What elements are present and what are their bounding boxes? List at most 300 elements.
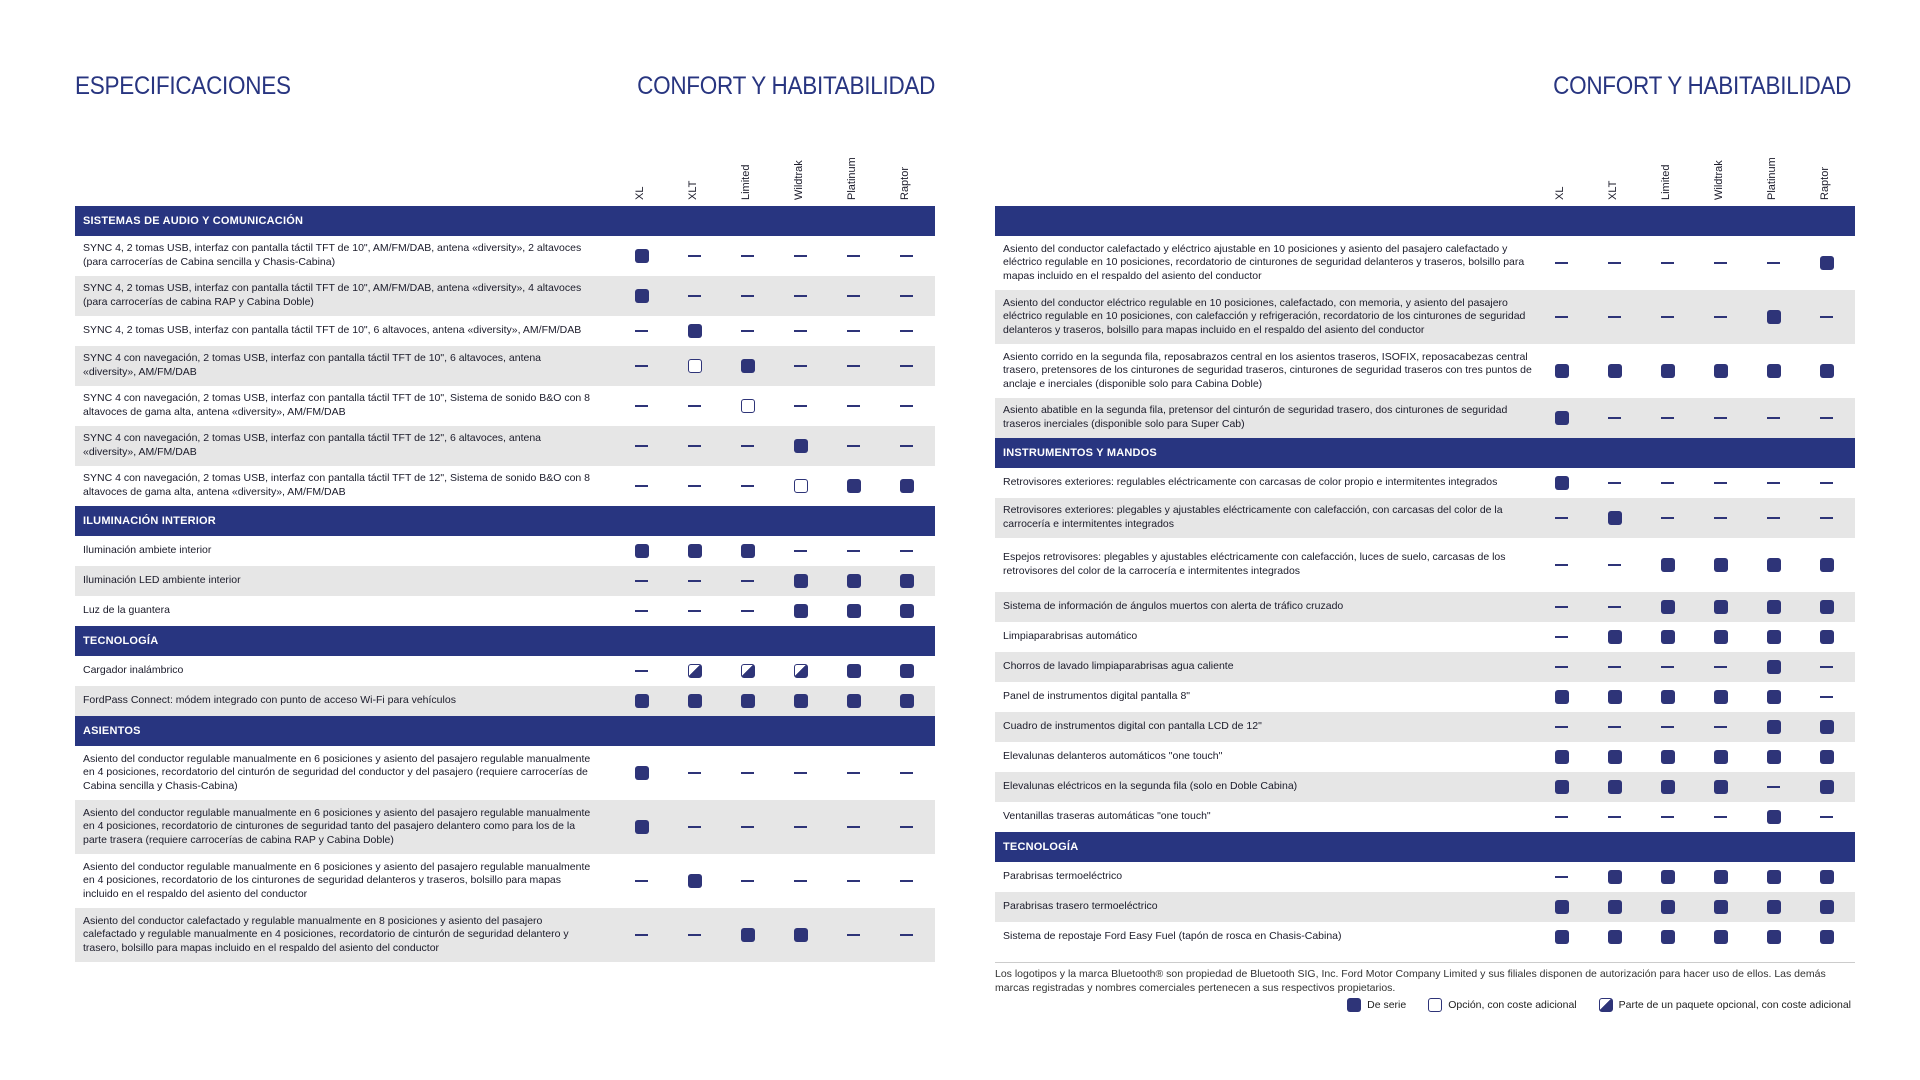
standard-marker-icon-wildtrak <box>794 439 808 453</box>
not-available-dash-icon-xl <box>635 670 648 672</box>
not-available-dash-icon-wildtrak <box>1714 816 1727 818</box>
standard-marker-icon-xl <box>1555 930 1569 944</box>
not-available-dash-icon-limited <box>741 772 754 774</box>
not-available-dash-icon-platinum <box>847 365 860 367</box>
standard-marker-icon-xlt <box>1608 780 1622 794</box>
standard-marker-icon-platinum <box>1767 310 1781 324</box>
standard-marker-icon-xl <box>1555 750 1569 764</box>
table-row <box>995 468 1855 498</box>
not-available-dash-icon-xlt <box>1608 726 1621 728</box>
standard-marker-icon-limited <box>741 359 755 373</box>
standard-marker-icon-xlt <box>1608 750 1622 764</box>
not-available-dash-icon-xlt <box>1608 606 1621 608</box>
trim-header-label: Limited <box>1660 164 1672 200</box>
feature-description: SYNC 4, 2 tomas USB, interfaz con pantalla táctil TFT de 10", 6 altavoces, antena «diversity», AM/FM/DAB <box>83 324 582 337</box>
standard-marker-icon-wildtrak <box>1714 750 1728 764</box>
standard-marker-icon-limited <box>1661 690 1675 704</box>
not-available-dash-icon-platinum <box>847 826 860 828</box>
feature-description: Iluminación ambiete interior <box>83 544 212 557</box>
standard-marker-icon-raptor <box>1820 558 1834 572</box>
not-available-dash-icon-wildtrak <box>794 330 807 332</box>
feature-description: Luz de la guantera <box>83 604 170 617</box>
table-row <box>995 922 1855 952</box>
not-available-dash-icon-raptor <box>900 255 913 257</box>
table-row <box>75 596 935 626</box>
standard-marker-icon-platinum <box>1767 558 1781 572</box>
legend-standard <box>1347 998 1406 1012</box>
not-available-dash-icon-raptor <box>1820 417 1833 419</box>
standard-marker-icon-raptor <box>1820 256 1834 270</box>
trim-header-label: XL <box>634 186 646 200</box>
not-available-dash-icon-platinum <box>1767 786 1780 788</box>
page-title-especificaciones: ESPECIFICACIONES <box>75 72 291 100</box>
not-available-dash-icon-xl <box>1555 876 1568 878</box>
table-row <box>75 566 935 596</box>
trim-column-headers <box>995 140 1855 206</box>
feature-description: FordPass Connect: módem integrado con punto de acceso Wi-Fi para vehículos <box>83 694 456 707</box>
standard-marker-icon-platinum <box>847 604 861 618</box>
feature-description: Elevalunas eléctricos en la segunda fila (solo en Doble Cabina) <box>1003 780 1298 793</box>
feature-description: Asiento del conductor eléctrico regulable en 10 posiciones, calefactado, con memoria, y asiento del pasajero eléctrico regulable en 10 posiciones, con calefacción y refrigeración, recordatorio de los cinturones de seguridad delanteros y traseros, bolsillo para mapas incluido en el respaldo del asiento del conductor <box>1003 296 1526 336</box>
not-available-dash-icon-raptor <box>900 295 913 297</box>
table-row <box>75 236 935 276</box>
trim-header-raptor <box>897 140 917 200</box>
standard-marker-icon-wildtrak <box>1714 558 1728 572</box>
standard-marker-icon-raptor <box>900 694 914 708</box>
standard-marker-icon-raptor <box>1820 720 1834 734</box>
not-available-dash-icon-raptor <box>900 826 913 828</box>
trim-header-label: Platinum <box>1766 157 1778 200</box>
standard-marker-icon-xlt <box>688 874 702 888</box>
standard-marker-icon-raptor <box>1820 750 1834 764</box>
not-available-dash-icon-xl <box>1555 816 1568 818</box>
standard-marker-icon-wildtrak <box>794 928 808 942</box>
trim-header-raptor <box>1817 140 1837 200</box>
not-available-dash-icon-wildtrak <box>1714 517 1727 519</box>
trim-header-xlt <box>1605 140 1625 200</box>
section-header: TECNOLOGÍA <box>995 832 1855 862</box>
trim-header-wildtrak <box>791 140 811 200</box>
not-available-dash-icon-limited <box>1661 482 1674 484</box>
not-available-dash-icon-xl <box>635 610 648 612</box>
not-available-dash-icon-wildtrak <box>1714 316 1727 318</box>
not-available-dash-icon-limited <box>1661 262 1674 264</box>
standard-marker-icon-raptor <box>1820 870 1834 884</box>
not-available-dash-icon-xlt <box>1608 262 1621 264</box>
table-row <box>995 398 1855 438</box>
not-available-dash-icon-limited <box>741 580 754 582</box>
feature-description: Retrovisores exteriores: regulables eléctricamente con carcasas de color propio e intermitentes integrados <box>1003 476 1498 489</box>
not-available-dash-icon-xlt <box>688 580 701 582</box>
not-available-dash-icon-raptor <box>900 772 913 774</box>
standard-marker-icon-wildtrak <box>1714 870 1728 884</box>
trim-header-label: Platinum <box>846 157 858 200</box>
not-available-dash-icon-xl <box>635 880 648 882</box>
standard-marker-icon-limited <box>1661 930 1675 944</box>
trim-header-xlt <box>685 140 705 200</box>
feature-description: Panel de instrumentos digital pantalla 8" <box>1003 690 1191 703</box>
section-header: SISTEMAS DE AUDIO Y COMUNICACIÓN <box>75 206 935 236</box>
option-marker-icon-xlt <box>688 359 702 373</box>
table-row <box>75 466 935 506</box>
trim-header-wildtrak <box>1711 140 1731 200</box>
not-available-dash-icon-xl <box>1555 517 1568 519</box>
not-available-dash-icon-raptor <box>900 330 913 332</box>
not-available-dash-icon-platinum <box>847 550 860 552</box>
standard-marker-icon-xl <box>635 544 649 558</box>
not-available-dash-icon-platinum <box>847 255 860 257</box>
standard-marker-icon-xl <box>635 694 649 708</box>
table-row <box>995 498 1855 538</box>
table-row <box>75 276 935 316</box>
feature-description: SYNC 4 con navegación, 2 tomas USB, interfaz con pantalla táctil TFT de 10", 6 altavoces, antena «diversity», AM/FM/DAB <box>83 352 542 378</box>
table-row <box>995 712 1855 742</box>
feature-description: SYNC 4 con navegación, 2 tomas USB, interfaz con pantalla táctil TFT de 10", Sistema de sonido B&O con 8 altavoces de gama alta, antena «diversity», AM/FM/DAB <box>83 392 591 418</box>
not-available-dash-icon-limited <box>1661 816 1674 818</box>
not-available-dash-icon-xlt <box>688 295 701 297</box>
spec-table-right <box>995 140 1855 952</box>
feature-description: Asiento corrido en la segunda fila, reposabrazos central en los asientos traseros, ISOFIX, reposacabezas central trasero, pretensores de los cinturones de seguridad traseros, cinturones de seguridad traseros con tres puntos de anclaje e inerciales (disponible solo para Cabina Doble) <box>1003 350 1532 390</box>
section-header: ASIENTOS <box>75 716 935 746</box>
standard-marker-icon-xlt <box>1608 690 1622 704</box>
standard-marker-icon-xl <box>1555 411 1569 425</box>
not-available-dash-icon-xl <box>635 330 648 332</box>
not-available-dash-icon-xlt <box>688 934 701 936</box>
package-marker-icon-wildtrak <box>794 664 808 678</box>
trim-header-limited <box>1658 140 1678 200</box>
standard-marker-icon-limited <box>1661 750 1675 764</box>
feature-description: Parabrisas trasero termoeléctrico <box>1003 900 1158 913</box>
page-title-confort-left: CONFORT Y HABITABILIDAD <box>636 72 935 100</box>
standard-marker-icon-platinum <box>1767 600 1781 614</box>
not-available-dash-icon-raptor <box>900 880 913 882</box>
not-available-dash-icon-raptor <box>900 405 913 407</box>
standard-marker-icon-wildtrak <box>1714 780 1728 794</box>
standard-marker-icon-platinum <box>1767 810 1781 824</box>
not-available-dash-icon-xlt <box>1608 316 1621 318</box>
table-row <box>75 426 935 466</box>
not-available-dash-icon-raptor <box>1820 316 1833 318</box>
standard-marker-icon-raptor <box>900 574 914 588</box>
not-available-dash-icon-raptor <box>900 445 913 447</box>
table-row <box>995 862 1855 892</box>
standard-marker-icon-wildtrak <box>1714 930 1728 944</box>
feature-description: Elevalunas delanteros automáticos "one touch" <box>1003 750 1223 763</box>
not-available-dash-icon-xlt <box>1608 417 1621 419</box>
standard-marker-icon-raptor <box>900 604 914 618</box>
feature-description: Asiento del conductor regulable manualmente en 6 posiciones y asiento del pasajero regulable manualmente en 4 posiciones, recordatorio de cinturones de seguridad tanto del pasajero delantero como para los de la parte trasera (requiere carrocerías de cabina RAP y Cabina Doble) <box>83 806 591 846</box>
standard-marker-icon-limited <box>1661 870 1675 884</box>
section-header: INSTRUMENTOS Y MANDOS <box>995 438 1855 468</box>
not-available-dash-icon-limited <box>741 295 754 297</box>
not-available-dash-icon-limited <box>1661 316 1674 318</box>
standard-marker-icon-wildtrak <box>1714 630 1728 644</box>
trim-header-label: XLT <box>1607 180 1619 200</box>
feature-description: SYNC 4, 2 tomas USB, interfaz con pantalla táctil TFT de 10", AM/FM/DAB, antena «diversity», 2 altavoces (para carrocerías de Cabina sencilla y Chasis-Cabina) <box>83 242 582 268</box>
table-row <box>75 746 935 800</box>
not-available-dash-icon-wildtrak <box>794 405 807 407</box>
not-available-dash-icon-platinum <box>1767 417 1780 419</box>
not-available-dash-icon-limited <box>1661 517 1674 519</box>
standard-marker-icon-xl <box>1555 364 1569 378</box>
standard-marker-icon-xlt <box>1608 364 1622 378</box>
feature-description: SYNC 4 con navegación, 2 tomas USB, interfaz con pantalla táctil TFT de 12", Sistema de sonido B&O con 8 altavoces de gama alta, antena «diversity», AM/FM/DAB <box>83 472 591 498</box>
option-marker-icon <box>1428 998 1442 1012</box>
not-available-dash-icon-xlt <box>1608 564 1621 566</box>
table-row <box>75 854 935 908</box>
table-row <box>995 802 1855 832</box>
not-available-dash-icon-wildtrak <box>1714 726 1727 728</box>
standard-marker-icon-platinum <box>1767 630 1781 644</box>
standard-marker-icon-limited <box>1661 630 1675 644</box>
trim-header-label: Raptor <box>1819 166 1831 200</box>
not-available-dash-icon-raptor <box>900 934 913 936</box>
standard-marker-icon-raptor <box>1820 900 1834 914</box>
not-available-dash-icon-xlt <box>688 826 701 828</box>
not-available-dash-icon-xl <box>1555 606 1568 608</box>
not-available-dash-icon-xl <box>635 445 648 447</box>
not-available-dash-icon-xl <box>635 934 648 936</box>
feature-description: Asiento del conductor regulable manualmente en 6 posiciones y asiento del pasajero regulable manualmente en 4 posiciones, recordatorio de los cinturones de seguridad delanteros y traseros, bolsillo para mapas incluido en el respaldo del asiento del conductor <box>83 860 591 900</box>
not-available-dash-icon-xl <box>1555 564 1568 566</box>
feature-description: Retrovisores exteriores: plegables y ajustables eléctricamente con calefacción, con carcasas del color de la carrocería e intermitentes integrados <box>1003 504 1503 530</box>
not-available-dash-icon-platinum <box>847 330 860 332</box>
not-available-dash-icon-limited <box>741 445 754 447</box>
trim-header-label: XLT <box>687 180 699 200</box>
legend-standard-label: De serie <box>1367 999 1407 1011</box>
feature-description: Parabrisas termoeléctrico <box>1003 870 1123 883</box>
not-available-dash-icon-raptor <box>1820 482 1833 484</box>
trim-header-label: XL <box>1554 186 1566 200</box>
not-available-dash-icon-xlt <box>688 405 701 407</box>
feature-description: SYNC 4 con navegación, 2 tomas USB, interfaz con pantalla táctil TFT de 12", 6 altavoces, antena «diversity», AM/FM/DAB <box>83 432 542 458</box>
feature-description: Cargador inalámbrico <box>83 664 184 677</box>
table-row <box>75 686 935 716</box>
standard-marker-icon-raptor <box>900 664 914 678</box>
not-available-dash-icon-xlt <box>688 485 701 487</box>
not-available-dash-icon-xl <box>1555 666 1568 668</box>
trim-header-xl <box>1552 140 1572 200</box>
table-row <box>75 346 935 386</box>
feature-description: Asiento del conductor regulable manualmente en 6 posiciones y asiento del pasajero regulable manualmente en 4 posiciones, recordatorio del cinturón de seguridad del conductor y del pasajero (requiere carrocerías de Cabina sencilla y Chasis-Cabina) <box>83 752 591 792</box>
standard-marker-icon-platinum <box>1767 900 1781 914</box>
package-marker-icon-xlt <box>688 664 702 678</box>
standard-marker-icon-xl <box>1555 900 1569 914</box>
standard-marker-icon-limited <box>1661 600 1675 614</box>
table-row <box>75 316 935 346</box>
trim-header-xl <box>632 140 652 200</box>
standard-marker-icon-xlt <box>688 544 702 558</box>
standard-marker-icon-raptor <box>1820 780 1834 794</box>
table-row <box>995 290 1855 344</box>
table-row <box>995 538 1855 592</box>
not-available-dash-icon-limited <box>741 826 754 828</box>
not-available-dash-icon-xl <box>635 580 648 582</box>
not-available-dash-icon-raptor <box>900 550 913 552</box>
not-available-dash-icon-xl <box>1555 262 1568 264</box>
standard-marker-icon-platinum <box>847 574 861 588</box>
not-available-dash-icon-xlt <box>688 772 701 774</box>
standard-marker-icon-platinum <box>1767 930 1781 944</box>
not-available-dash-icon-limited <box>741 485 754 487</box>
not-available-dash-icon-wildtrak <box>794 550 807 552</box>
standard-marker-icon-platinum <box>1767 660 1781 674</box>
not-available-dash-icon-limited <box>1661 417 1674 419</box>
standard-marker-icon-limited <box>1661 558 1675 572</box>
not-available-dash-icon-wildtrak <box>794 880 807 882</box>
not-available-dash-icon-platinum <box>847 934 860 936</box>
not-available-dash-icon-wildtrak <box>1714 666 1727 668</box>
not-available-dash-icon-platinum <box>847 445 860 447</box>
spec-table-left <box>75 140 935 962</box>
standard-marker-icon-wildtrak <box>794 694 808 708</box>
package-marker-icon <box>1599 998 1613 1012</box>
standard-marker-icon-xl <box>635 766 649 780</box>
table-row <box>995 344 1855 398</box>
feature-description: Sistema de repostaje Ford Easy Fuel (tapón de rosca en Chasis-Cabina) <box>1003 930 1342 943</box>
legend-package <box>1599 998 1851 1012</box>
standard-marker-icon-platinum <box>847 479 861 493</box>
section-header: ILUMINACIÓN INTERIOR <box>75 506 935 536</box>
not-available-dash-icon-limited <box>741 610 754 612</box>
table-row <box>995 622 1855 652</box>
not-available-dash-icon-raptor <box>1820 816 1833 818</box>
standard-marker-icon-xlt <box>1608 511 1622 525</box>
standard-marker-icon-xlt <box>688 694 702 708</box>
legend <box>1347 998 1851 1012</box>
option-marker-icon-limited <box>741 399 755 413</box>
table-row <box>995 742 1855 772</box>
standard-marker-icon-platinum <box>1767 690 1781 704</box>
trim-header-label: Wildtrak <box>793 160 805 200</box>
trim-header-label: Wildtrak <box>1713 160 1725 200</box>
table-row <box>995 772 1855 802</box>
trim-header-platinum <box>1764 140 1784 200</box>
table-row <box>75 386 935 426</box>
not-available-dash-icon-limited <box>741 880 754 882</box>
table-row <box>995 652 1855 682</box>
standard-marker-icon-xl <box>1555 476 1569 490</box>
not-available-dash-icon-platinum <box>847 405 860 407</box>
standard-marker-icon-xl <box>635 289 649 303</box>
standard-marker-icon-platinum <box>1767 750 1781 764</box>
standard-marker-icon-platinum <box>847 664 861 678</box>
standard-marker-icon-xl <box>1555 780 1569 794</box>
feature-description: Chorros de lavado limpiaparabrisas agua caliente <box>1003 660 1234 673</box>
standard-marker-icon-wildtrak <box>1714 900 1728 914</box>
table-row <box>995 236 1855 290</box>
standard-marker-icon <box>1347 998 1361 1012</box>
standard-marker-icon-platinum <box>847 694 861 708</box>
feature-description: Sistema de información de ángulos muertos con alerta de tráfico cruzado <box>1003 600 1344 613</box>
not-available-dash-icon-limited <box>741 255 754 257</box>
feature-description: Iluminación LED ambiente interior <box>83 574 241 587</box>
not-available-dash-icon-platinum <box>847 880 860 882</box>
standard-marker-icon-wildtrak <box>1714 600 1728 614</box>
standard-marker-icon-wildtrak <box>1714 364 1728 378</box>
not-available-dash-icon-platinum <box>847 772 860 774</box>
not-available-dash-icon-raptor <box>1820 696 1833 698</box>
not-available-dash-icon-wildtrak <box>794 295 807 297</box>
not-available-dash-icon-raptor <box>1820 517 1833 519</box>
table-row <box>995 682 1855 712</box>
not-available-dash-icon-platinum <box>1767 262 1780 264</box>
standard-marker-icon-raptor <box>1820 364 1834 378</box>
standard-marker-icon-xlt <box>1608 900 1622 914</box>
trim-header-label: Limited <box>740 164 752 200</box>
not-available-dash-icon-wildtrak <box>794 772 807 774</box>
not-available-dash-icon-xlt <box>688 255 701 257</box>
not-available-dash-icon-xlt <box>1608 482 1621 484</box>
not-available-dash-icon-raptor <box>900 365 913 367</box>
standard-marker-icon-xl <box>635 249 649 263</box>
legend-package-label: Parte de un paquete opcional, con coste adicional <box>1618 999 1851 1011</box>
not-available-dash-icon-xlt <box>688 445 701 447</box>
trim-header-label: Raptor <box>899 166 911 200</box>
table-row <box>75 536 935 566</box>
table-row <box>75 656 935 686</box>
feature-description: Asiento del conductor calefactado y eléctrico ajustable en 10 posiciones y asiento del pasajero calefactado y eléctrico regulable en 10 posiciones, recordatorio de cinturones de seguridad delanteros y traseros, bolsillo para mapas incluido en el respaldo del asiento del conductor <box>1003 242 1525 282</box>
legend-option <box>1428 998 1576 1012</box>
not-available-dash-icon-xl <box>635 365 648 367</box>
not-available-dash-icon-xlt <box>1608 816 1621 818</box>
not-available-dash-icon-wildtrak <box>794 826 807 828</box>
table-row <box>75 908 935 962</box>
standard-marker-icon-limited <box>1661 364 1675 378</box>
section-header: TECNOLOGÍA <box>75 626 935 656</box>
standard-marker-icon-wildtrak <box>794 574 808 588</box>
standard-marker-icon-xl <box>1555 690 1569 704</box>
standard-marker-icon-xlt <box>1608 870 1622 884</box>
feature-description: Asiento del conductor calefactado y regulable manualmente en 8 posiciones y asiento del pasajero calefactado y regulable manualmente en 4 posiciones, recordatorio de cinturón de seguridad delantero y trasero, bolsillo para mapas incluido en el respaldo del asiento del conductor <box>83 914 569 954</box>
not-available-dash-icon-limited <box>1661 726 1674 728</box>
feature-description: Cuadro de instrumentos digital con pantalla LCD de 12" <box>1003 720 1262 733</box>
trim-column-headers <box>75 140 935 206</box>
standard-marker-icon-platinum <box>1767 720 1781 734</box>
standard-marker-icon-raptor <box>1820 930 1834 944</box>
standard-marker-icon-wildtrak <box>794 604 808 618</box>
not-available-dash-icon-wildtrak <box>1714 262 1727 264</box>
feature-description: Ventanillas traseras automáticas "one touch" <box>1003 810 1211 823</box>
not-available-dash-icon-wildtrak <box>1714 417 1727 419</box>
standard-marker-icon-xl <box>635 820 649 834</box>
feature-description: Espejos retrovisores: plegables y ajustables eléctricamente con calefacción, luces de suelo, carcasas de los retrovisores del color de la carrocería e intermitentes integrados <box>1003 551 1506 577</box>
table-row <box>995 892 1855 922</box>
package-marker-icon-limited <box>741 664 755 678</box>
not-available-dash-icon-platinum <box>1767 517 1780 519</box>
not-available-dash-icon-wildtrak <box>1714 482 1727 484</box>
standard-marker-icon-xlt <box>1608 930 1622 944</box>
standard-marker-icon-raptor <box>1820 630 1834 644</box>
feature-description: Asiento abatible en la segunda fila, pretensor del cinturón de seguridad trasero, dos cinturones de seguridad traseros inerciales (disponible solo para Super Cab) <box>1003 404 1508 430</box>
feature-description: SYNC 4, 2 tomas USB, interfaz con pantalla táctil TFT de 10", AM/FM/DAB, antena «diversity», 4 altavoces (para carrocerías de cabina RAP y Cabina Doble) <box>83 282 582 308</box>
not-available-dash-icon-limited <box>741 330 754 332</box>
not-available-dash-icon-limited <box>1661 666 1674 668</box>
not-available-dash-icon-wildtrak <box>794 365 807 367</box>
feature-description: Limpiaparabrisas automático <box>1003 630 1138 643</box>
standard-marker-icon-xlt <box>1608 630 1622 644</box>
not-available-dash-icon-platinum <box>1767 482 1780 484</box>
table-row <box>995 592 1855 622</box>
not-available-dash-icon-wildtrak <box>794 255 807 257</box>
not-available-dash-icon-xl <box>1555 316 1568 318</box>
standard-marker-icon-raptor <box>900 479 914 493</box>
standard-marker-icon-limited <box>741 544 755 558</box>
legend-option-label: Opción, con coste adicional <box>1448 999 1577 1011</box>
not-available-dash-icon-xl <box>635 485 648 487</box>
standard-marker-icon-raptor <box>1820 600 1834 614</box>
standard-marker-icon-limited <box>1661 900 1675 914</box>
